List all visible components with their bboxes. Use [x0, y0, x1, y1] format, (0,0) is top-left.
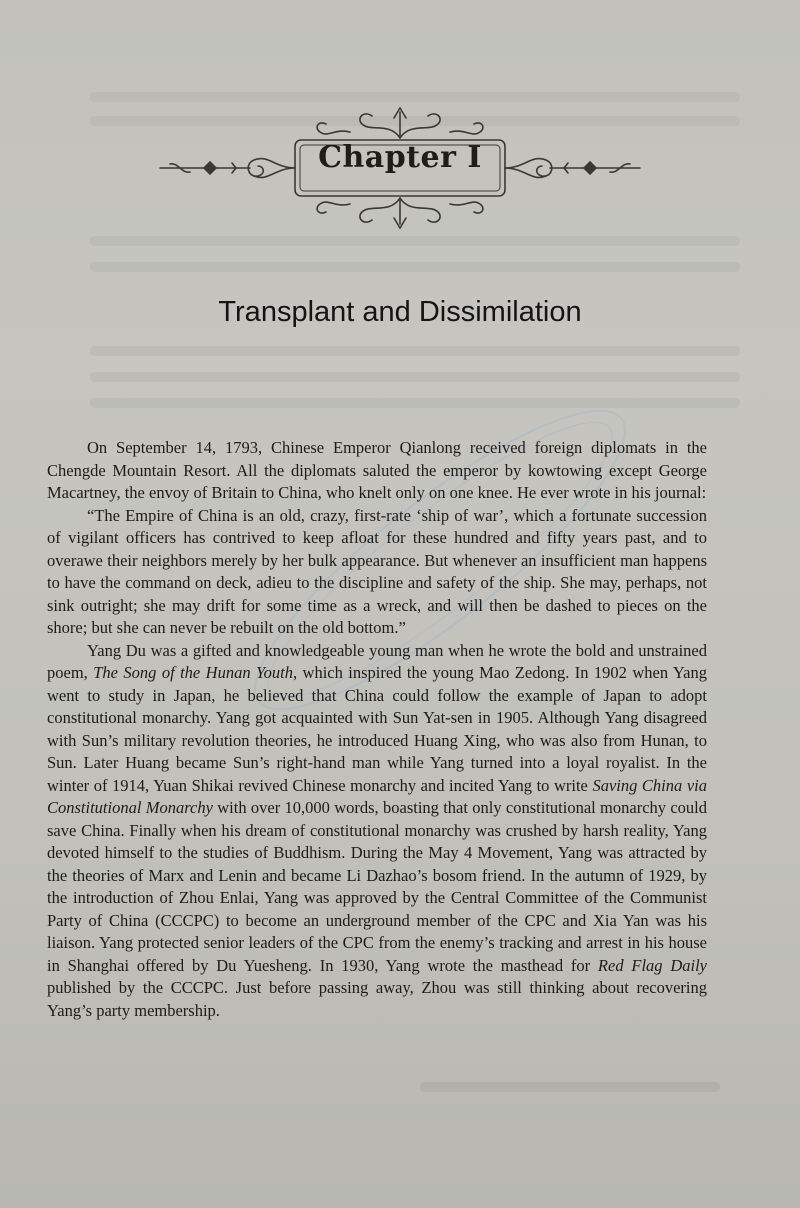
show-through-line	[90, 236, 740, 246]
paragraph: On September 14, 1793, Chinese Emperor Qianlong received foreign diplomats in the Chengde Mountain Resort. All the diplomats saluted the emperor by kowtowing except George Macartney, the envoy of Britain to China, who knelt only on one knee. He ever wrote in his journal:	[47, 438, 707, 502]
show-through-line	[90, 262, 740, 272]
newspaper-title: Red Flag Daily	[597, 955, 707, 975]
show-through-footer	[420, 1082, 720, 1092]
quote-paragraph: “The Empire of China is an old, crazy, first-rate ‘ship of war’, which a fortunate succession of vigilant officers has contrived to keep afloat for these hundred and fifty years past, and to overawe their neighbors merely by her bulk appearance. But whenever an insufficient man happens to have the command on deck, adieu to the discipline and safety of the ship. She may, perhaps, not sink outright; she may drift for some time as a wreck, and will then be dashed to pieces on the shore; but she can never be rebuilt on the old bottom.”	[47, 505, 707, 637]
show-through-line	[90, 372, 740, 382]
chapter-label: Chapter I	[318, 140, 482, 175]
book-title: Saving China via Constitutional Monarchy	[47, 775, 707, 817]
show-through-line	[90, 346, 740, 356]
paragraph-text: , which inspired the young Mao Zedong. In 1902 when Yang went to study in Japan, he believed that China could follow the example of Japan to adopt constitutional monarchy. Yang got acquainted with Sun Yat-sen in 1905. Although Yang disagreed with Sun’s military revolution theories, he introduced Huang Xing, who was also from Hunan, to Sun. Later Huang became Sun’s right-hand man while Yang turned into a loyal royalist. In the winter of 1914, Yuan Shikai revived Chinese monarchy and incited Yang to write	[47, 663, 707, 795]
show-through-line	[90, 398, 740, 408]
section-title: Transplant and Dissimilation	[218, 296, 582, 328]
show-through-line	[90, 92, 740, 102]
paragraph-text: published by the CCCPC. Just before passing away, Zhou was still thinking about recovering Yang’s party membership.	[47, 978, 707, 1020]
poem-title: The Song of the Hunan Youth	[93, 663, 293, 682]
paragraph-text: Yang Du was a gifted and knowledgeable young man when he wrote the bold and unstrained poem,	[47, 640, 707, 682]
paragraph	[47, 640, 707, 1023]
body-text	[47, 437, 707, 1022]
paragraph-text: with over 10,000 words, boasting that only constitutional monarchy could save China. Finally when his dream of constitutional monarchy was crushed by harsh reality, Yang devoted himself to the studies of Buddhism. During the May 4 Movement, Yang was attracted by the theories of Marx and Lenin and became Li Dazhao’s bosom friend. In the autumn of 1929, by the introduction of Zhou Enlai, Yang was approved by the Central Committee of the Communist Party of China (CCCPC) to become an underground member of the CPC and Xia Yan was his liaison. Yang protected senior leaders of the CPC from the enemy’s tracking and arrest in his house in Shanghai offered by Du Yuesheng. In 1930, Yang wrote the masthead for	[47, 798, 707, 975]
